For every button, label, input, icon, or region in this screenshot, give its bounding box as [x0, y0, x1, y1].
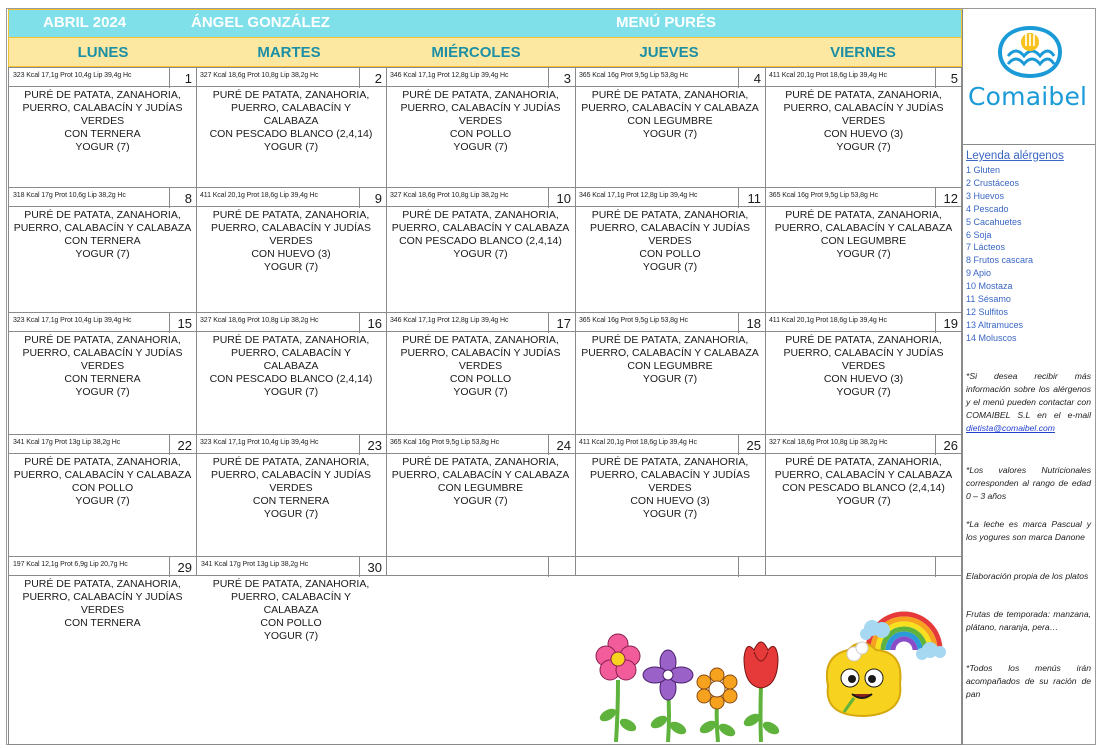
day-cell — [575, 67, 765, 187]
menu-text: PURÉ DE PATATA, ZANAHORIA, PUERRO, CALABACÍN Y JUDÍAS VERDES CON TERNERA — [22, 578, 183, 629]
bread-note: *Todos los menús irán acompañados de su ración de pan — [966, 663, 1091, 699]
menu-text: PURÉ DE PATATA, ZANAHORIA, PUERRO, CALABACÍN Y CALABAZA CON PESCADO BLANCO (2,4,14) YOGUR (7) — [209, 334, 373, 398]
menu-text: PURÉ DE PATATA, ZANAHORIA, PUERRO, CALABACÍN Y JUDÍAS VERDES CON TERNERA YOGUR (7) — [210, 456, 372, 520]
weekday-header: MIÉRCOLES — [431, 44, 521, 61]
menu-text: PURÉ DE PATATA, ZANAHORIA, PUERRO, CALABACÍN Y CALABAZA CON LEGUMBRE YOGUR (7) — [581, 89, 759, 140]
allergen-item: 13 Altramuces — [966, 319, 1024, 330]
nutrition-info: 327 Kcal 18,6g Prot 10,8g Lip 38,2g Hc — [769, 439, 888, 446]
day-number: 29 — [169, 557, 196, 577]
nutrition-info: 411 Kcal 20,1g Prot 18,6g Lip 39,4g Hc — [769, 317, 887, 324]
day-number: 2 — [359, 68, 386, 88]
day-cell — [386, 67, 575, 187]
nutrition-info: 197 Kcal 12,1g Prot 6,9g Lip 20,7g Hc — [13, 561, 128, 568]
menu-text: PURÉ DE PATATA, ZANAHORIA, PUERRO, CALABACÍN Y JUDÍAS VERDES CON TERNERA YOGUR (7) — [22, 89, 183, 153]
nutrition-info: 327 Kcal 18,6g Prot 10,8g Lip 38,2g Hc — [390, 192, 509, 199]
day-cell — [9, 434, 196, 556]
day-number: 23 — [359, 435, 386, 455]
menu-name: MENÚ PURÉS — [616, 14, 717, 31]
menu-text: PURÉ DE PATATA, ZANAHORIA, PUERRO, CALABACÍN Y JUDÍAS VERDES CON HUEVO (3) YOGUR (7) — [783, 89, 944, 153]
cell-header — [9, 67, 196, 87]
day-cell — [575, 312, 765, 434]
nutrition-info: 327 Kcal 18,6g Prot 10,8g Lip 38,2g Hc — [200, 317, 319, 324]
nutrition-info: 327 Kcal 18,6g Prot 10,8g Lip 38,2g Hc — [200, 72, 319, 79]
day-number: 16 — [359, 313, 386, 333]
day-cell — [196, 187, 386, 312]
weekday-header: LUNES — [77, 44, 129, 61]
allergen-item: 1 Gluten — [966, 165, 1001, 175]
day-number: 19 — [935, 313, 962, 333]
menu-text: PURÉ DE PATATA, ZANAHORIA, PUERRO, CALABACÍN Y CALABAZA CON POLLO YOGUR (7) — [13, 456, 192, 507]
day-cell — [386, 187, 575, 312]
day-number: 15 — [169, 313, 196, 333]
allergen-list — [966, 164, 1033, 345]
allergen-item: 5 Cacahuetes — [966, 216, 1022, 227]
elaboration-note: Elaboración propia de los platos — [966, 571, 1089, 581]
fruits-note: Frutas de temporada: manzana, plátano, naranja, pera… — [966, 609, 1091, 632]
menu-text: PURÉ DE PATATA, ZANAHORIA, PUERRO, CALABACÍN Y JUDÍAS VERDES CON TERNERA YOGUR (7) — [22, 334, 183, 398]
day-cell — [765, 67, 962, 187]
nutrition-info: 365 Kcal 16g Prot 9,5g Lip 53,8g Hc — [390, 439, 499, 446]
nutrition-info: 365 Kcal 16g Prot 9,5g Lip 53,8g Hc — [579, 317, 688, 324]
day-cell — [765, 312, 962, 434]
day-cell — [9, 312, 196, 434]
menu-text: PURÉ DE PATATA, ZANAHORIA, PUERRO, CALABACÍN Y CALABAZA CON TERNERA YOGUR (7) — [13, 209, 192, 260]
day-cell — [9, 556, 196, 745]
day-number: 12 — [935, 188, 962, 208]
allergen-item: 12 Sulfitos — [966, 306, 1009, 317]
yellow-monster-illustration — [818, 636, 910, 722]
nutrition-info: 318 Kcal 17g Prot 10,6g Lip 38,2g Hc — [13, 192, 126, 199]
email-link[interactable]: dietista@comaibel.com — [966, 423, 1055, 433]
menu-text: PURÉ DE PATATA, ZANAHORIA, PUERRO, CALABACÍN Y JUDÍAS VERDES CON HUEVO (3) YOGUR (7) — [210, 209, 372, 273]
brand-name: Comaibel — [968, 82, 1088, 111]
day-number: 4 — [738, 68, 765, 88]
allergen-item: 3 Huevos — [966, 190, 1005, 201]
nutrition-info: 411 Kcal 20,1g Prot 18,6g Lip 39,4g Hc — [769, 72, 887, 79]
day-cell — [196, 434, 386, 556]
day-cell — [386, 312, 575, 434]
nutrition-info: 411 Kcal 20,1g Prot 18,6g Lip 39,4g Hc — [579, 439, 697, 446]
month-label: ABRIL 2024 — [43, 14, 127, 31]
day-cell — [765, 434, 962, 556]
day-cell — [386, 434, 575, 556]
allergen-item: 8 Frutos cascara — [966, 255, 1034, 266]
menu-text: PURÉ DE PATATA, ZANAHORIA, PUERRO, CALABACÍN Y CALABAZA CON LEGUMBRE YOGUR (7) — [774, 209, 953, 260]
allergen-item: 2 Crustáceos — [966, 177, 1020, 188]
nutrition-info: 323 Kcal 17,1g Prot 10,4g Lip 39,4g Hc — [13, 72, 132, 79]
allergen-item: 14 Moluscos — [966, 332, 1017, 343]
menu-text: PURÉ DE PATATA, ZANAHORIA, PUERRO, CALABACÍN Y JUDÍAS VERDES CON POLLO YOGUR (7) — [400, 334, 561, 398]
day-cell — [196, 312, 386, 434]
nutrition-info: 323 Kcal 17,1g Prot 10,4g Lip 39,4g Hc — [13, 317, 132, 324]
flowers-illustration — [584, 630, 784, 742]
menu-text: PURÉ DE PATATA, ZANAHORIA, PUERRO, CALABACÍN Y CALABAZA CON PESCADO BLANCO (2,4,14) YOGUR (7) — [774, 456, 953, 507]
nutrition-info: 346 Kcal 17,1g Prot 12,8g Lip 39,4g Hc — [390, 72, 509, 79]
contact-note: *Si desea recibir más información sobre los alérgenos y el menú pueden contactar con COMAIBEL S.L en el e-mail dietista@comaibel.com — [966, 371, 1091, 433]
nutrition-info: 346 Kcal 17,1g Prot 12,8g Lip 39,4g Hc — [579, 192, 698, 199]
title-banner — [8, 9, 962, 38]
menu-text: PURÉ DE PATATA, ZANAHORIA, PUERRO, CALABACÍN Y CALABAZA CON LEGUMBRE YOGUR (7) — [391, 456, 570, 507]
menu-text: PURÉ DE PATATA, ZANAHORIA, PUERRO, CALABACÍN Y CALABAZA CON PESCADO BLANCO (2,4,14) YOGUR (7) — [391, 209, 570, 260]
day-number: 25 — [738, 435, 765, 455]
menu-text: PURÉ DE PATATA, ZANAHORIA, PUERRO, CALABACÍN Y JUDÍAS VERDES CON HUEVO (3) YOGUR (7) — [589, 456, 751, 520]
day-number: 24 — [548, 435, 575, 455]
weekday-header-row — [8, 38, 962, 67]
day-number: 11 — [738, 188, 765, 208]
day-cell — [196, 67, 386, 187]
menu-text: PURÉ DE PATATA, ZANAHORIA, PUERRO, CALABACÍN Y JUDÍAS VERDES CON POLLO YOGUR (7) — [400, 89, 561, 153]
day-number: 1 — [169, 68, 196, 88]
allergen-item: 9 Apio — [966, 268, 992, 279]
nutrition-info: 365 Kcal 16g Prot 9,5g Lip 53,8g Hc — [579, 72, 688, 79]
milk-note: *La leche es marca Pascual y los yogures son marca Danone — [966, 519, 1091, 542]
day-number: 9 — [359, 188, 386, 208]
school-name: ÁNGEL GONZÁLEZ — [191, 14, 330, 31]
day-number: 8 — [169, 188, 196, 208]
nutrition-info: 341 Kcal 17g Prot 13g Lip 38,2g Hc — [13, 439, 121, 446]
menu-text: PURÉ DE PATATA, ZANAHORIA, PUERRO, CALABACÍN Y JUDÍAS VERDES CON HUEVO (3) YOGUR (7) — [783, 334, 944, 398]
day-cell — [9, 187, 196, 312]
day-number: 26 — [935, 435, 962, 455]
day-cell — [9, 67, 196, 187]
nutrition-note: *Los valores Nutricionales corresponden al rango de edad 0 – 3 años — [966, 465, 1091, 501]
day-number: 3 — [548, 68, 575, 88]
weekday-header: MARTES — [257, 44, 321, 61]
day-number: 30 — [359, 557, 386, 577]
allergen-item: 11 Sésamo — [966, 294, 1011, 305]
allergen-item: 4 Pescado — [966, 203, 1009, 214]
day-cell — [196, 556, 386, 745]
comaibel-logo-icon — [996, 24, 1064, 80]
day-number: 10 — [548, 188, 575, 208]
nutrition-info: 341 Kcal 17g Prot 13g Lip 38,2g Hc — [201, 561, 309, 568]
day-number: 18 — [738, 313, 765, 333]
weekday-header: VIERNES — [830, 44, 896, 61]
divider — [962, 144, 1095, 145]
day-cell-empty — [386, 556, 575, 745]
menu-text: PURÉ DE PATATA, ZANAHORIA, PUERRO, CALABACÍN Y CALABAZA CON PESCADO BLANCO (2,4,14) YOGUR (7) — [209, 89, 373, 153]
nutrition-info: 346 Kcal 17,1g Prot 12,8g Lip 39,4g Hc — [390, 317, 509, 324]
weekday-header: JUEVES — [639, 44, 699, 61]
day-number: 22 — [169, 435, 196, 455]
allergen-item: 10 Mostaza — [966, 281, 1013, 292]
nutrition-info: 323 Kcal 17,1g Prot 10,4g Lip 39,4g Hc — [200, 439, 319, 446]
allergen-legend-title: Leyenda alérgenos — [966, 150, 1064, 162]
day-number: 17 — [548, 313, 575, 333]
day-cell — [575, 187, 765, 312]
day-number: 5 — [935, 68, 962, 88]
nutrition-info: 365 Kcal 16g Prot 9,5g Lip 53,8g Hc — [769, 192, 878, 199]
menu-text: PURÉ DE PATATA, ZANAHORIA, PUERRO, CALABACÍN Y JUDÍAS VERDES CON POLLO YOGUR (7) — [589, 209, 751, 273]
day-cell — [765, 187, 962, 312]
allergen-item: 7 Lácteos — [966, 242, 1006, 253]
menu-text: PURÉ DE PATATA, ZANAHORIA, PUERRO, CALABACÍN Y CALABAZA CON POLLO YOGUR (7) — [212, 578, 370, 642]
menu-text: PURÉ DE PATATA, ZANAHORIA, PUERRO, CALABACÍN Y CALABAZA CON LEGUMBRE YOGUR (7) — [581, 334, 759, 385]
allergen-item: 6 Soja — [966, 229, 992, 240]
day-cell — [575, 434, 765, 556]
nutrition-info: 411 Kcal 20,1g Prot 18,6g Lip 39,4g Hc — [200, 192, 318, 199]
